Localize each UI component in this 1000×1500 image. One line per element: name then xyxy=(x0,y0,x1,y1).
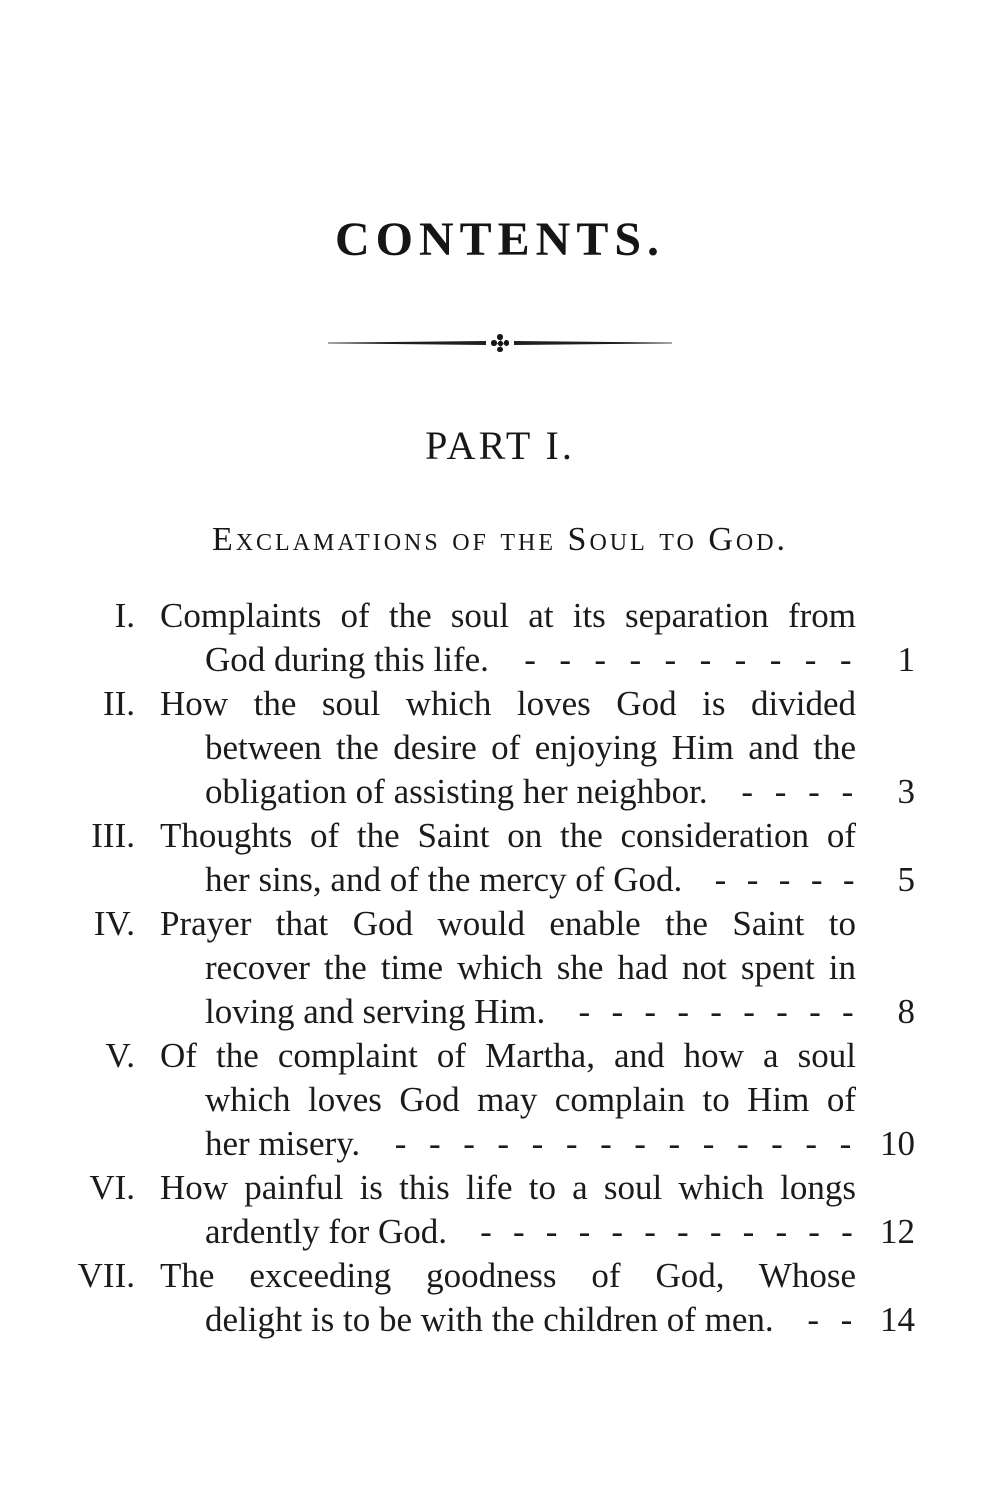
toc-entry-page-number: 14 xyxy=(880,1300,915,1339)
leader-dashes: - - - - - xyxy=(714,860,855,899)
toc-entry-numeral: III. xyxy=(91,816,135,855)
toc-entry-page-number: 3 xyxy=(897,772,915,811)
toc-list xyxy=(65,594,915,1342)
section-heading: Exclamations of the Soul to God. xyxy=(211,521,789,558)
toc-entry-line: which loves God may complain to Him of xyxy=(205,1080,856,1119)
toc-entry-body xyxy=(160,682,915,814)
toc-entry xyxy=(65,902,915,1034)
toc-entry-line: recover the time which she had not spent in xyxy=(205,948,856,987)
toc-entry-body xyxy=(160,814,915,902)
toc-entry xyxy=(65,1166,915,1254)
toc-entry-numeral: VI. xyxy=(89,1168,135,1207)
toc-entry-final-text: ardently for God. xyxy=(205,1212,448,1251)
toc-entry-body xyxy=(160,1034,915,1166)
toc-entry-final-line xyxy=(160,1122,915,1166)
toc-entry-final-text: her misery. xyxy=(205,1124,361,1163)
toc-entry-final-text: God during this life. xyxy=(205,640,489,679)
quatrefoil-cross-icon xyxy=(491,334,509,352)
contents-title-block xyxy=(0,212,1000,267)
toc-entry-final-line xyxy=(160,1210,915,1254)
toc-entry-page-number: 8 xyxy=(897,992,915,1031)
leader-dashes: - - - - - - - - - - xyxy=(524,640,852,679)
toc-entry xyxy=(65,682,915,814)
toc-entry-final-text: her sins, and of the mercy of God. xyxy=(205,860,683,899)
toc-entry-line: How the soul which loves God is divided xyxy=(160,684,856,723)
leader-dashes: - - - - xyxy=(741,772,854,811)
toc-entry xyxy=(65,814,915,902)
toc-entry-numeral: IV. xyxy=(93,904,135,943)
toc-entry-numeral: V. xyxy=(105,1036,135,1075)
toc-entry-body xyxy=(160,594,915,682)
toc-entry-line: Complaints of the soul at its separation from xyxy=(160,596,856,635)
toc-entry-page-number: 5 xyxy=(897,860,915,899)
toc-entry-final-text: delight is to be with the children of men. xyxy=(205,1300,774,1339)
toc-entry-page-number: 12 xyxy=(880,1212,915,1251)
toc-entry-final-text: loving and serving Him. xyxy=(205,992,546,1031)
toc-entry-final-line xyxy=(160,770,915,814)
toc-entry-final-line xyxy=(160,1298,915,1342)
page-title: CONTENTS. xyxy=(334,213,666,266)
toc-entry-body xyxy=(160,902,915,1034)
leader-dashes: - - - - - - - - - - - - - - xyxy=(394,1124,852,1163)
part-heading: PART I. xyxy=(425,423,575,468)
toc-entry-body xyxy=(160,1166,915,1254)
toc-entry-numeral: I. xyxy=(114,596,135,635)
toc-entry-numeral: II. xyxy=(102,684,135,723)
toc-entry-final-line xyxy=(160,638,915,682)
leader-dashes: - - - - - - - - - - - - xyxy=(480,1212,853,1251)
toc-entry-line: Prayer that God would enable the Saint to xyxy=(160,904,856,943)
toc-entry-numeral: VII. xyxy=(77,1256,135,1295)
leader-dashes: - - - - - - - - - xyxy=(578,992,854,1031)
toc-entry xyxy=(65,1254,915,1342)
divider-line-left xyxy=(328,341,486,345)
toc-entry-line: How painful is this life to a soul which longs xyxy=(160,1168,856,1207)
toc-entry-line: Of the complaint of Martha, and how a soul xyxy=(160,1036,856,1075)
toc-entry-page-number: 10 xyxy=(880,1124,915,1163)
toc-entry-final-line xyxy=(160,990,915,1034)
toc-entry-line: Thoughts of the Saint on the consideration of xyxy=(160,816,856,855)
toc-entry xyxy=(65,594,915,682)
toc-entry-final-text: obligation of assisting her neighbor. xyxy=(205,772,708,811)
toc-entry xyxy=(65,1034,915,1166)
toc-entry-line: The exceeding goodness of God, Whose xyxy=(160,1256,856,1295)
divider-line-right xyxy=(514,341,672,345)
title-divider xyxy=(328,334,672,352)
leader-dashes: - - xyxy=(807,1300,853,1339)
toc-entry-final-line xyxy=(160,858,915,902)
toc-entry-line: between the desire of enjoying Him and the xyxy=(205,728,856,767)
toc-entry-page-number: 1 xyxy=(897,640,915,679)
toc-entry-body xyxy=(160,1254,915,1342)
